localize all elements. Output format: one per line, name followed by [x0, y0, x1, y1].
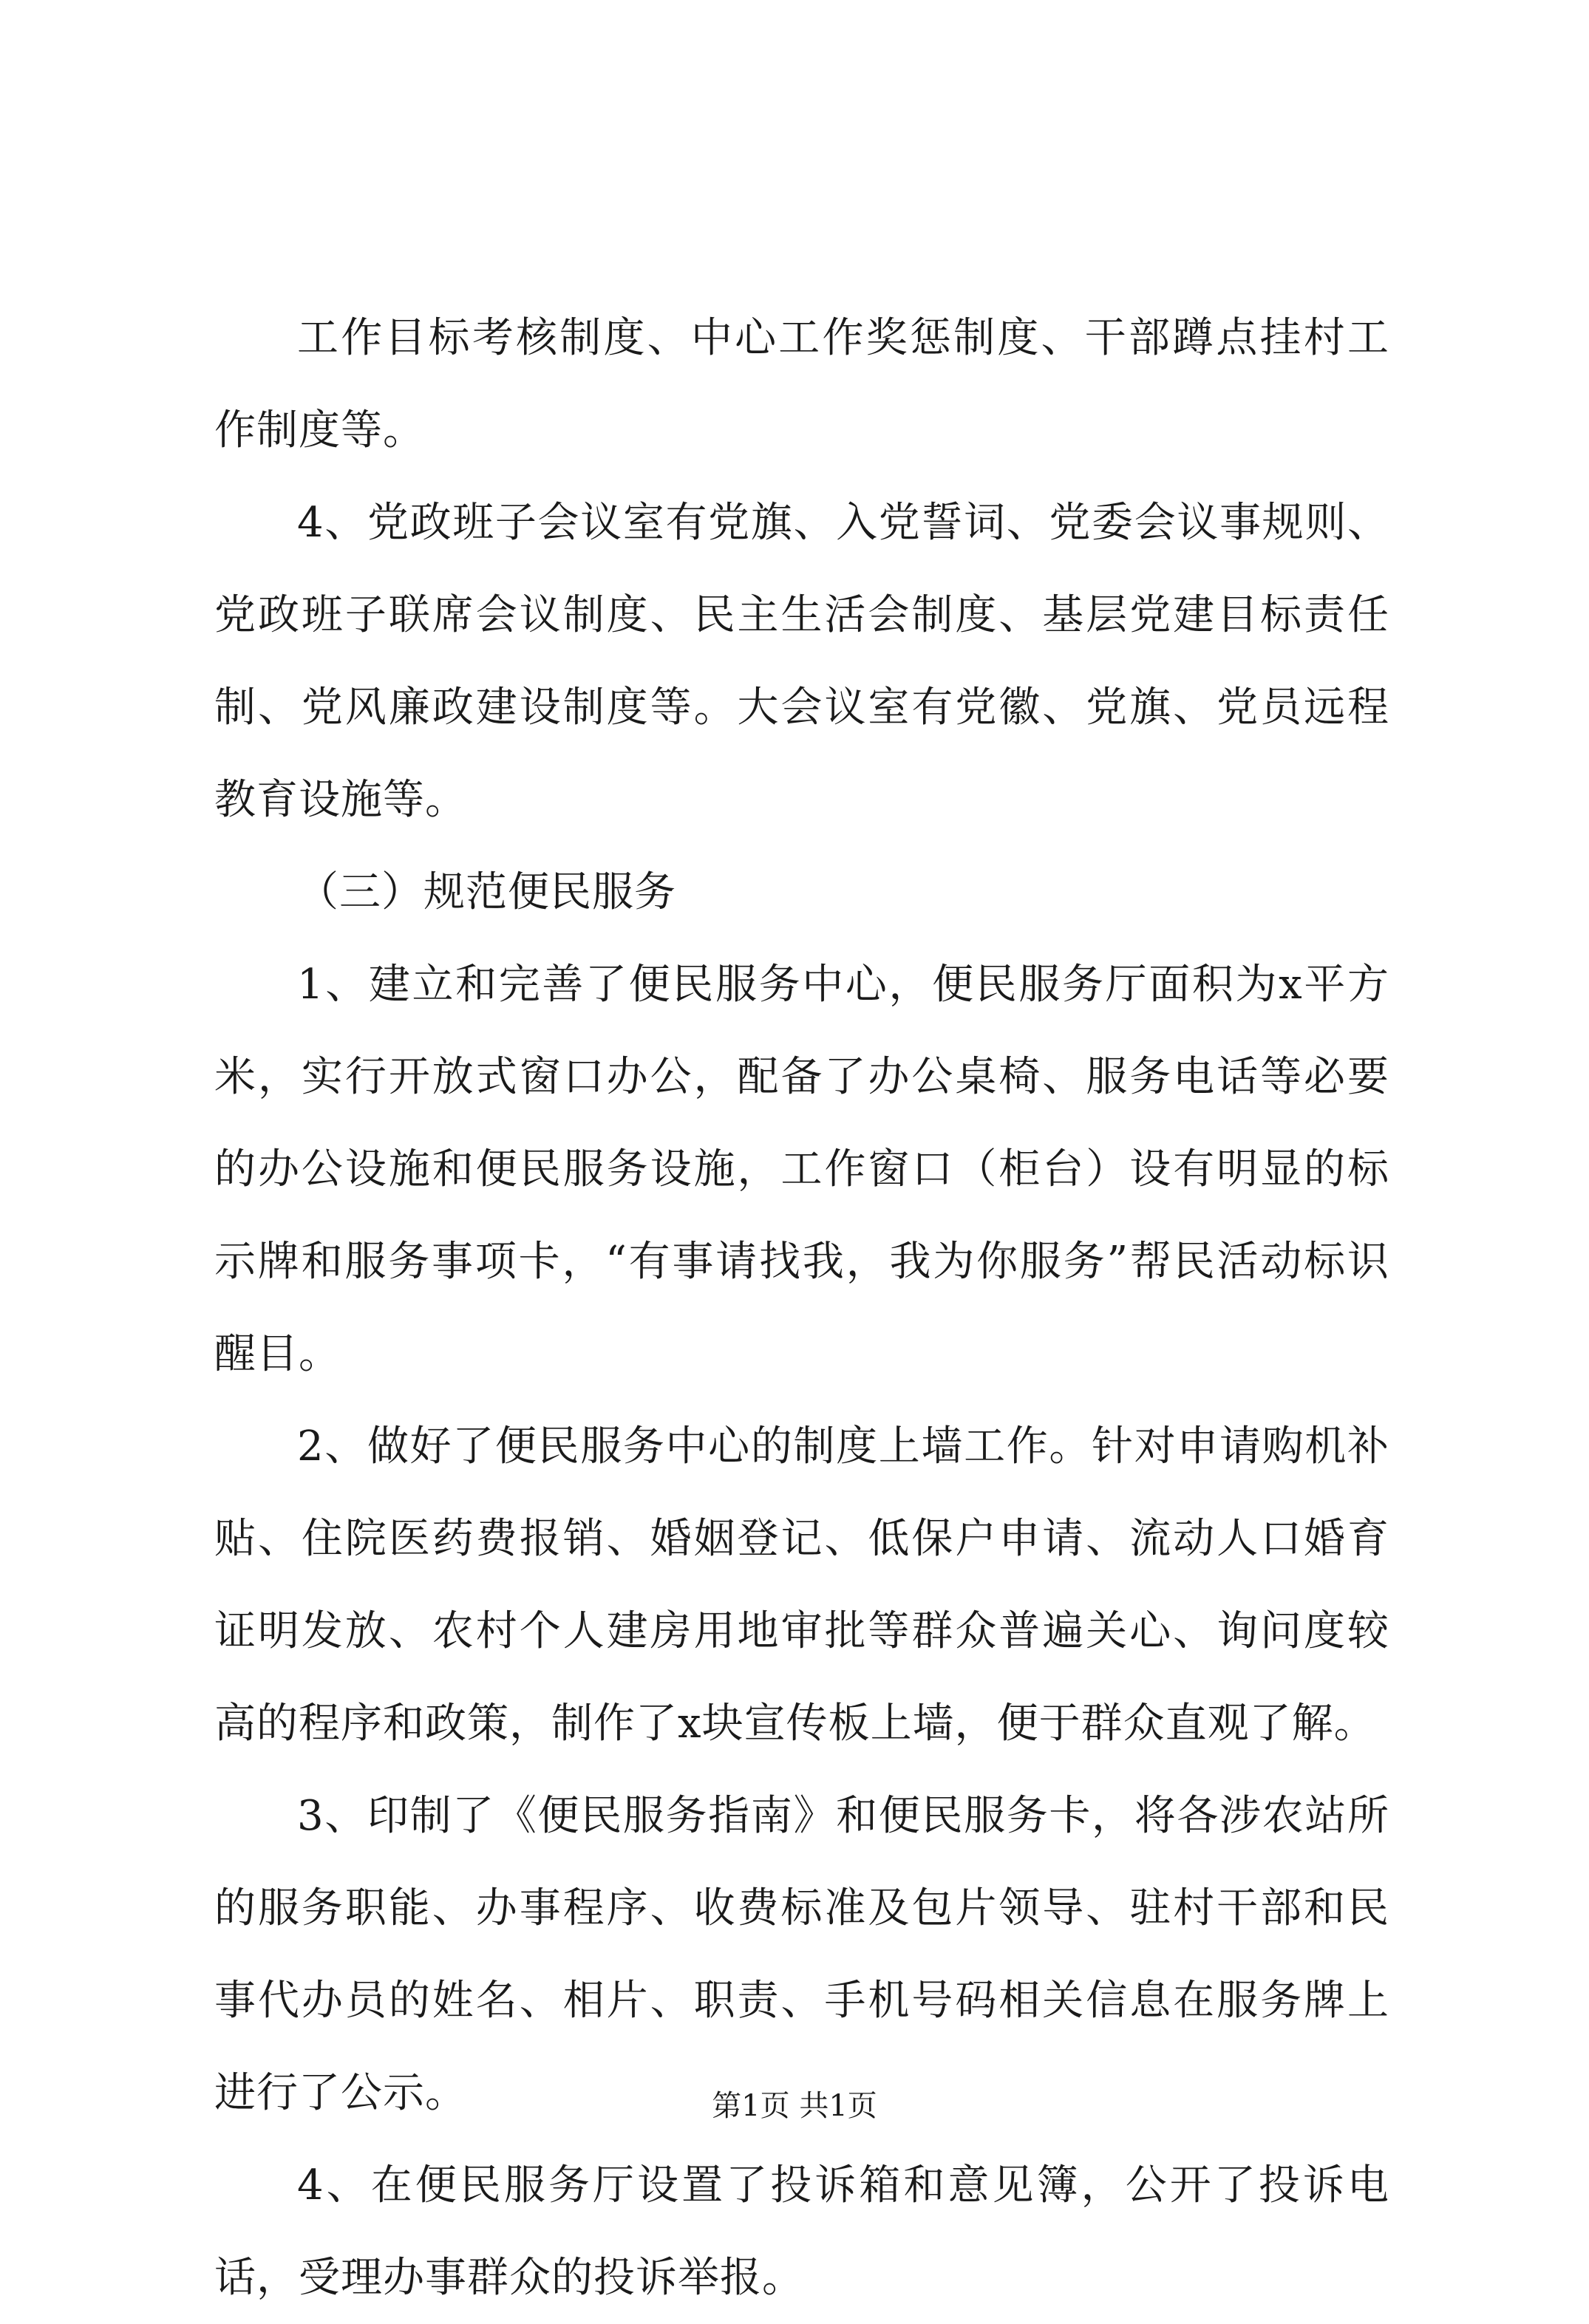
- page-footer: 第1页 共1页: [712, 2089, 877, 2123]
- paragraph-work-rules: 工作目标考核制度、中心工作奖惩制度、干部蹲点挂村工作制度等。: [214, 314, 1389, 454]
- paragraph-item-2-wall-rules: 2、做好了便民服务中心的制度上墙工作。针对申请购机补贴、住院医药费报销、婚姻登记、低保户申请、流动人口婚育证明发放、农村个人建房用地审批等群众普遍关心、询问度较高的程序和政策，制作了x块宣传板上墙，便于群众直观了解。: [214, 1422, 1389, 1748]
- document-body: [214, 292, 1389, 2324]
- section-heading-service: （三）规范便民服务: [297, 868, 676, 916]
- paragraph-item-4-complaints: 4、在便民服务厅设置了投诉箱和意见簿，公开了投诉电话，受理办事群众的投诉举报。: [214, 2161, 1389, 2302]
- paragraph-item-4-party-room: 4、党政班子会议室有党旗、入党誓词、党委会议事规则、党政班子联席会议制度、民主生活会制度、基层党建目标责任制、党风廉政建设制度等。大会议室有党徽、党旗、党员远程教育设施等。: [214, 499, 1389, 824]
- paragraph-item-3-guide: 3、印制了《便民服务指南》和便民服务卡，将各涉农站所的服务职能、办事程序、收费标准及包片领导、驻村干部和民事代办员的姓名、相片、职责、手机号码相关信息在服务牌上进行了公示。: [214, 1792, 1389, 2117]
- paragraph-item-1-service-center: 1、建立和完善了便民服务中心，便民服务厅面积为x平方米，实行开放式窗口办公，配备了办公桌椅、服务电话等必要的办公设施和便民服务设施，工作窗口（柜台）设有明显的标示牌和服务事项卡，“有事请找我，我为你服务”帮民活动标识醒目。: [214, 961, 1389, 1378]
